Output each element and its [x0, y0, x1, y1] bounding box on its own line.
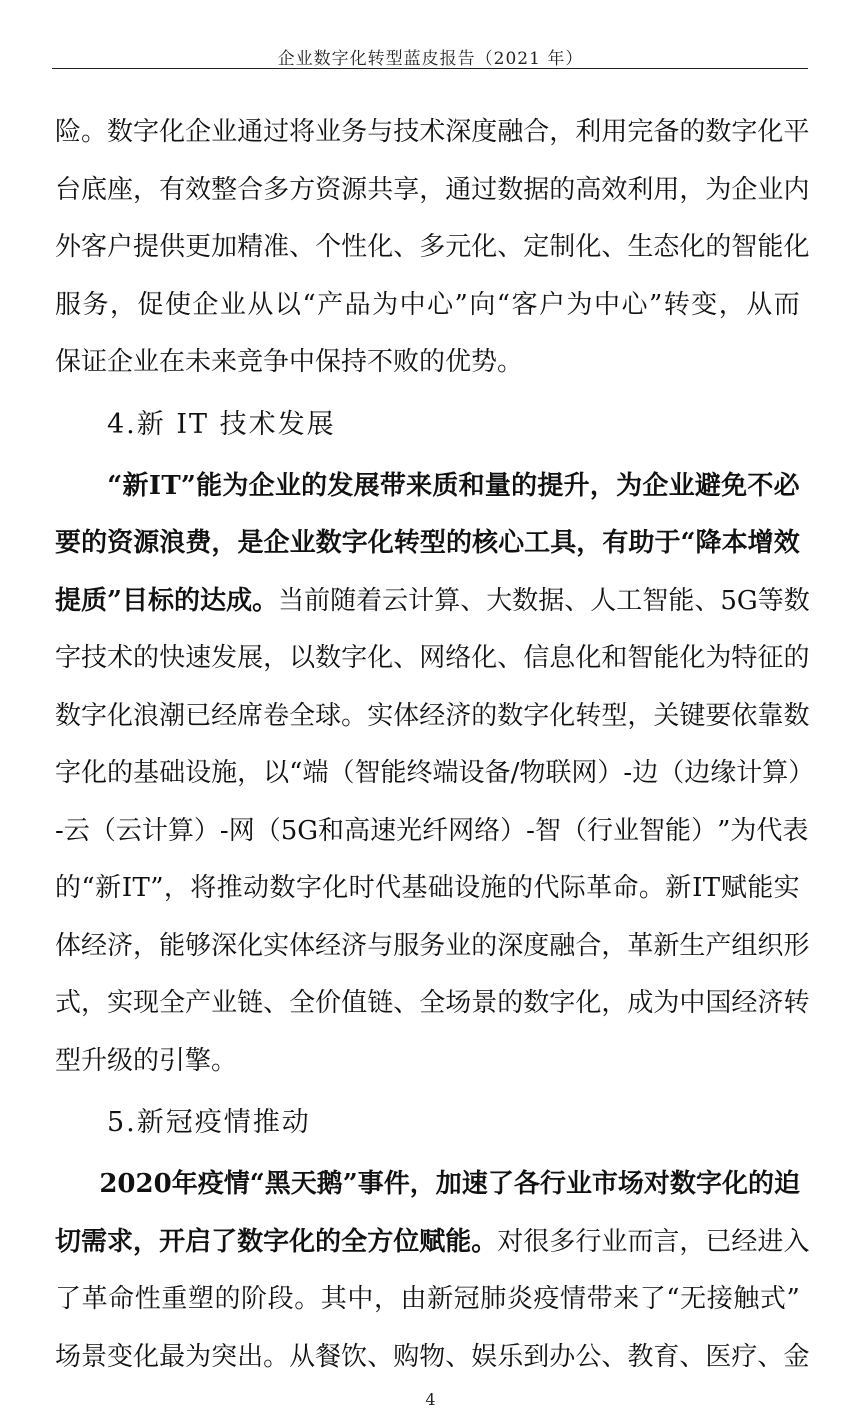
- text-line: 2 0 2 0 年 疫 情 “ 黑 天 鹅 ” 事 件 ， 加 速 了 各 行 业 市 场 对 数 字 化 的 迫: [99, 1169, 800, 1199]
- text-line: 切 需 求 ， 开 启 了 数 字 化 的 全 方 位 赋 能 。 对 很 多 行 业 而 言 ， 已 经 进 入: [55, 1226, 810, 1257]
- text-line: 字 化 的 基 础 设 施 ， 以 “ 端 （ 智 能 终 端 设 备 / 物 联 网 ） - 边 （ 边 缘 计 算 ）: [55, 758, 815, 788]
- text-line: 数 字 化 浪 潮 已 经 席 卷 全 球 。 实 体 经 济 的 数 字 化 转 型 ， 关 键 要 依 靠 数: [55, 700, 810, 731]
- text-line: [55, 334, 800, 392]
- text-line: 台 底 座 ， 有 效 整 合 多 方 资 源 共 享 ， 通 过 数 据 的 高 效 利 用 ， 为 企 业 内: [55, 174, 810, 205]
- text-line: 式 ， 实 现 全 产 业 链 、 全 价 值 链 、 全 场 景 的 数 字 化 ， 成 为 中 国 经 济 转: [55, 988, 810, 1018]
- text-line: 了 革 命 性 重 塑 的 阶 段 。 其 中 ， 由 新 冠 肺 炎 疫 情 带 来 了 “ 无 接 触 式 ”: [55, 1284, 800, 1314]
- page-number: 4: [425, 1390, 436, 1409]
- text-segment: 保证企业在未来竞争中保持不败的优势。: [55, 347, 524, 377]
- paragraph: [55, 458, 815, 1091]
- text-line: - 云 （ 云 计 算 ） - 网 （ 5 G 和 高 速 光 纤 网 络 ） - 智 （ 行 业 智 能 ） ” 为 代 表: [55, 815, 809, 846]
- text-line: 外 客 户 提 供 更 加 精 准 、 个 性 化 、 多 元 化 、 定 制 化 、 生 态 化 的 智 能 化: [55, 232, 810, 262]
- text-line: 的 “ 新 I T ” ， 将 推 动 数 字 化 时 代 基 础 设 施 的 代 际 革 命 。 新 I T 赋 能 实: [55, 873, 800, 903]
- running-header: 企业数字化转型蓝皮报告（2021 年）: [277, 49, 584, 69]
- header-divider: [52, 68, 808, 69]
- document-body: [55, 104, 815, 1386]
- paragraph: [55, 1156, 810, 1386]
- section-heading: 5.新冠疫情推动: [107, 1107, 311, 1138]
- section-heading: 4.新 IT 技术发展: [107, 408, 336, 440]
- text-line: 要 的 资 源 浪 费 ， 是 企 业 数 字 化 转 型 的 核 心 工 具 ， 有 助 于 “ 降 本 增 效: [55, 528, 800, 558]
- text-line: 服 务 ， 促 使 企 业 从 以 “ 产 品 为 中 心 ” 向 “ 客 户 为 中 心 ” 转 变 ， 从 而: [55, 289, 800, 320]
- text-line: 场 景 变 化 最 为 突 出 。 从 餐 饮 、 购 物 、 娱 乐 到 办 公 、 教 育 、 医 疗 、 金: [55, 1341, 810, 1372]
- text-line: “ 新 I T ” 能 为 企 业 的 发 展 带 来 质 和 量 的 提 升 ， 为 企 业 避 免 不 必: [107, 470, 800, 501]
- paragraph: [55, 104, 810, 392]
- text-line: 提 质 ” 目 标 的 达 成 。 当 前 随 着 云 计 算 、 大 数 据 、 人 工 智 能 、 5 G 等 数: [55, 585, 810, 616]
- text-line: [55, 1033, 800, 1091]
- text-segment: 型升级的引擎。: [55, 1045, 238, 1076]
- text-line: 险 。 数 字 化 企 业 通 过 将 业 务 与 技 术 深 度 融 合 ， 利 用 完 备 的 数 字 化 平: [55, 117, 810, 147]
- text-line: 体 经 济 ， 能 够 深 化 实 体 经 济 与 服 务 业 的 深 度 融 合 ， 革 新 生 产 组 织 形: [55, 930, 810, 961]
- text-line: 字 技 术 的 快 速 发 展 ， 以 数 字 化 、 网 络 化 、 信 息 化 和 智 能 化 为 特 征 的: [55, 643, 810, 673]
